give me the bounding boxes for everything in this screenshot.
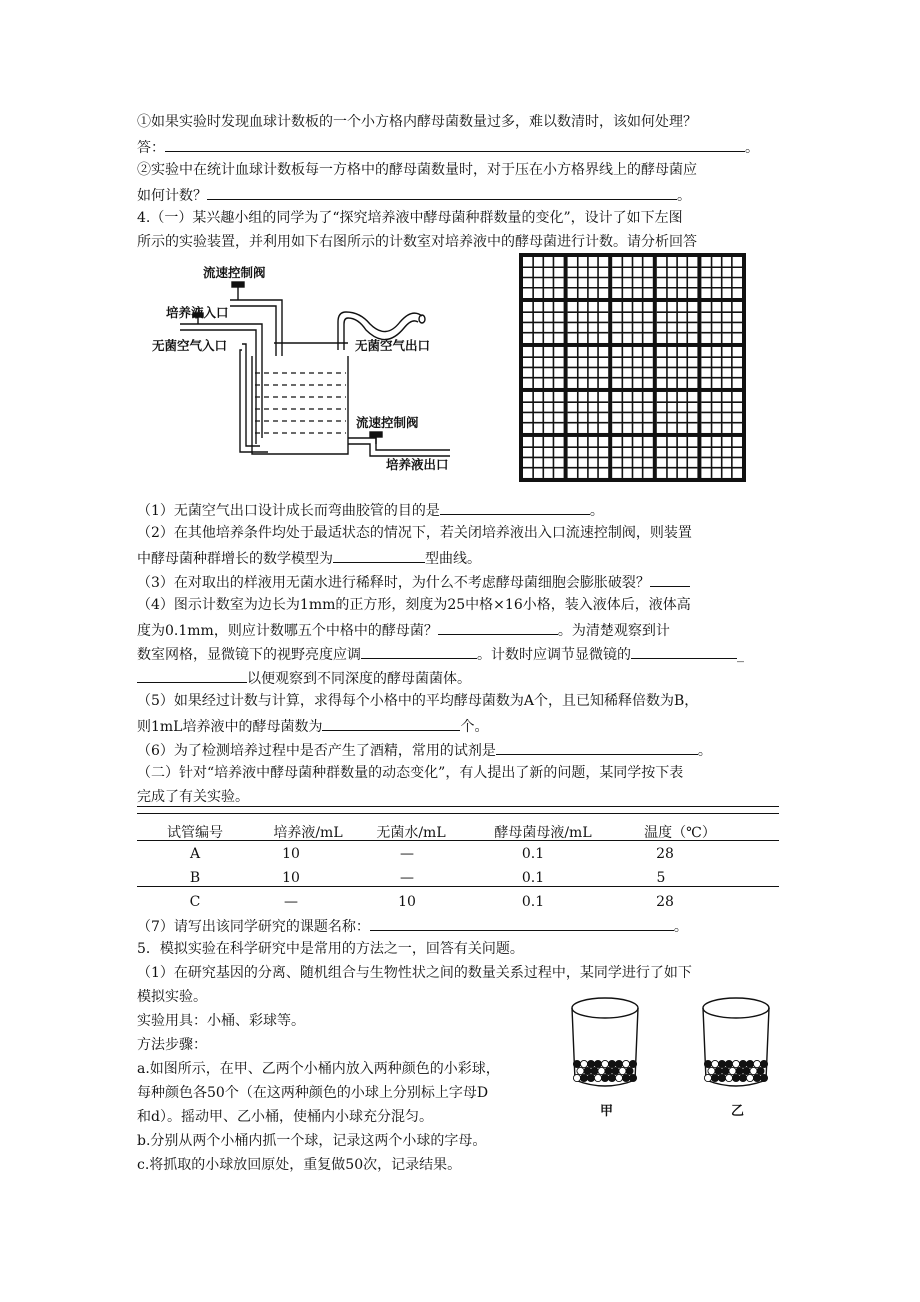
sub-q5-line2 xyxy=(137,716,488,736)
ball xyxy=(715,1067,722,1074)
table-rule-1 xyxy=(137,806,779,807)
sub-q3-blank[interactable] xyxy=(650,572,690,587)
ball xyxy=(605,1067,612,1074)
label-nutrient-inlet: 培养液入口 xyxy=(166,305,229,320)
question-2-continuation: 如何计数？ xyxy=(137,188,207,204)
table-cell: 10 xyxy=(282,846,300,862)
ball xyxy=(739,1060,746,1067)
ball xyxy=(626,1067,633,1074)
table-cell: 10 xyxy=(282,870,300,886)
table-header: 酵母菌母液/mL xyxy=(494,825,592,841)
ball xyxy=(711,1060,718,1067)
middle-square xyxy=(568,437,609,478)
sub-q4-mid: 。为清楚观察到计 xyxy=(557,623,670,639)
ball xyxy=(708,1067,715,1074)
middle-square xyxy=(568,347,609,388)
q5-line2: （1）在研究基因的分离、随机组合与生物性状之间的数量关系过程中，某同学进行了如下 xyxy=(137,965,692,981)
middle-square xyxy=(568,302,609,343)
q5-line1: 5．模拟实验在科学研究中是常用的方法之一，回答有关问题。 xyxy=(137,941,524,957)
middle-square xyxy=(701,392,742,433)
sub-q4-tail: _ xyxy=(737,647,744,663)
question-1-text: ①如果实验时发现血球计数板的一个小方格内酵母菌数量过多，难以数清时，该如何处理？ xyxy=(137,114,697,130)
ball xyxy=(704,1060,711,1067)
sub-q5-end: 个。 xyxy=(460,719,489,735)
sub-q3 xyxy=(137,572,690,592)
table-header: 培养液/mL xyxy=(273,825,343,841)
table-cell: B xyxy=(189,870,201,886)
label-air-outlet: 无菌空气出口 xyxy=(355,338,431,353)
sub-q5-line1: （5）如果经过计数与计算，求得每个小格中的平均酵母菌数为A个，且已知稀释倍数为B， xyxy=(137,693,699,709)
sub-q4-line4 xyxy=(137,668,471,688)
label-valve-top: 流速控制阀 xyxy=(203,265,266,280)
ball xyxy=(580,1060,587,1067)
ball xyxy=(598,1067,605,1074)
q5-line4: 实验用具：小桶、彩球等。 xyxy=(137,1013,305,1029)
middle-square xyxy=(612,257,653,298)
ball xyxy=(573,1074,580,1081)
bucket-jia-label: 甲 xyxy=(600,1104,614,1119)
sub-q4-line1: （4）图示计数室为边长为1mm的正方形，刻度为25中格×16小格，装入液体后，液体高 xyxy=(137,597,691,613)
answer-2-end: 。 xyxy=(677,188,691,204)
table-rule-4 xyxy=(137,886,779,887)
ball xyxy=(704,1074,711,1081)
apparatus-diagram xyxy=(150,258,470,483)
sub-q6-end: 。 xyxy=(697,743,712,759)
sub-q6-blank[interactable] xyxy=(496,740,698,755)
table-header: 温度（℃） xyxy=(644,825,716,841)
ball xyxy=(629,1060,636,1067)
sub-q4-adjust: 。计数时应调节显微镜的 xyxy=(477,647,631,663)
q5-line10: c.将抓取的小球放回原处，重复做50次，记录结果。 xyxy=(137,1157,462,1173)
ball xyxy=(584,1067,591,1074)
ball xyxy=(587,1060,594,1067)
table-header: 试管编号 xyxy=(167,825,223,841)
ball xyxy=(591,1067,598,1074)
q5-line8: 和d）。摇动甲、乙小桶，使桶内小球充分混匀。 xyxy=(137,1109,433,1125)
ball xyxy=(729,1067,736,1074)
ball xyxy=(736,1067,743,1074)
middle-square xyxy=(701,257,742,298)
middle-square xyxy=(701,437,742,478)
label-valve-bottom: 流速控制阀 xyxy=(356,415,419,430)
table-cell: — xyxy=(400,870,414,886)
ball xyxy=(573,1060,580,1067)
sub-q4-line3 xyxy=(137,644,744,664)
ball xyxy=(760,1060,767,1067)
q4-intro-line1: 4.（一）某兴趣小组的同学为了“探究培养液中酵母菌种群数量的变化”，设计了如下左图 xyxy=(137,210,683,226)
ball xyxy=(608,1060,615,1067)
middle-square xyxy=(612,392,653,433)
question-2-text: ②实验中在统计血球计数板每一方格中的酵母菌数量时，对于压在小方格界线上的酵母菌应 xyxy=(137,162,697,178)
ball xyxy=(580,1074,587,1081)
table-cell: 28 xyxy=(656,894,674,910)
ball xyxy=(743,1067,750,1074)
middle-square xyxy=(523,392,564,433)
ball xyxy=(746,1060,753,1067)
table-cell: 28 xyxy=(656,846,674,862)
table-cell: 5 xyxy=(656,870,666,886)
liquid-level xyxy=(255,373,346,433)
table-cell: 10 xyxy=(398,894,416,910)
q5-line9: b.分别从两个小桶内抓一个球，记录这两个小球的字母。 xyxy=(137,1133,487,1149)
ball xyxy=(753,1074,760,1081)
ball xyxy=(718,1060,725,1067)
sub-q6-text: （6）为了检测培养过程中是否产生了酒精，常用的试剂是 xyxy=(137,743,496,759)
middle-square xyxy=(523,257,564,298)
ball xyxy=(746,1074,753,1081)
sub-q1 xyxy=(137,500,604,520)
ball xyxy=(757,1067,764,1074)
middle-square xyxy=(523,437,564,478)
q5-line3: 模拟实验。 xyxy=(137,989,207,1005)
buckets-figure xyxy=(565,990,780,1100)
middle-square xyxy=(701,347,742,388)
sub-q2-blank[interactable] xyxy=(333,548,425,563)
ball xyxy=(619,1067,626,1074)
ball xyxy=(608,1074,615,1081)
sub-q2-line2 xyxy=(137,548,481,568)
table-cell: 0.1 xyxy=(521,870,545,886)
table-cell: — xyxy=(284,894,298,910)
sub-q4-brightness: 数室网格，显微镜下的视野亮度应调 xyxy=(137,647,361,663)
inlet-tube-inner xyxy=(230,306,276,356)
table-rule-2 xyxy=(137,813,779,814)
ball xyxy=(577,1067,584,1074)
sub-q1-end: 。 xyxy=(589,503,604,519)
table-cell: 0.1 xyxy=(521,894,545,910)
sub-q7-text: （7）请写出该同学研究的课题名称： xyxy=(137,919,370,935)
colored-balls xyxy=(573,1060,767,1081)
sub-q4-blank-4[interactable] xyxy=(137,668,247,683)
sub-q5-blank[interactable] xyxy=(322,716,460,731)
table-cell: — xyxy=(400,846,414,862)
sub-q7-blank[interactable] xyxy=(370,916,674,931)
answer-1-line xyxy=(137,137,759,157)
ball xyxy=(711,1074,718,1081)
middle-square xyxy=(657,257,698,298)
ball xyxy=(718,1074,725,1081)
middle-square xyxy=(612,437,653,478)
q5-line5: 方法步骤： xyxy=(137,1037,207,1053)
container-outline xyxy=(252,356,348,454)
ball xyxy=(725,1074,732,1081)
sub-q4-line2 xyxy=(137,620,670,640)
part2-line2: 完成了有关实验。 xyxy=(137,789,249,805)
ball xyxy=(622,1060,629,1067)
sub-q6 xyxy=(137,740,712,760)
ball xyxy=(615,1074,622,1081)
q4-intro-line2: 所示的实验装置，并利用如下右图所示的计数室对培养液中的酵母菌进行计数。请分析回答 xyxy=(137,234,697,250)
answer-1-blank[interactable] xyxy=(165,137,745,152)
sub-q2-text: 中酵母菌种群增长的数学模型为 xyxy=(137,551,333,567)
ball xyxy=(612,1067,619,1074)
ball xyxy=(725,1060,732,1067)
ball xyxy=(594,1074,601,1081)
sub-q2-line1: （2）在其他培养条件均处于最适状态的情况下，若关闭培养液出入口流速控制阀，则装置 xyxy=(137,525,692,541)
table-header: 无菌水/mL xyxy=(376,825,446,841)
sub-q5-text: 则1mL培养液中的酵母菌数为 xyxy=(137,719,323,735)
ball xyxy=(601,1074,608,1081)
ball xyxy=(739,1074,746,1081)
bucket-yi-label: 乙 xyxy=(731,1104,745,1119)
sub-q4-blank-3[interactable] xyxy=(631,644,737,659)
ball xyxy=(587,1074,594,1081)
sub-q4-end: 以便观察到不同深度的酵母菌菌体。 xyxy=(247,671,471,687)
q5-line6: a.如图所示，在甲、乙两个小桶内放入两种颜色的小彩球， xyxy=(137,1061,500,1077)
middle-square xyxy=(657,437,698,478)
middle-square xyxy=(612,302,653,343)
middle-square xyxy=(657,302,698,343)
sub-q7 xyxy=(137,916,688,936)
label-nutrient-outlet: 培养液出口 xyxy=(386,457,449,472)
answer-2-blank[interactable] xyxy=(207,185,677,200)
table-cell: 0.1 xyxy=(521,846,545,862)
middle-square xyxy=(523,302,564,343)
table-cell: A xyxy=(189,846,201,862)
middle-square xyxy=(568,392,609,433)
ball xyxy=(594,1060,601,1067)
ball xyxy=(732,1060,739,1067)
ball xyxy=(750,1067,757,1074)
sub-q1-blank[interactable] xyxy=(440,500,590,515)
sub-q2-end: 型曲线。 xyxy=(425,551,481,567)
answer-1-end: 。 xyxy=(745,140,759,156)
sub-q7-end: 。 xyxy=(673,919,688,935)
middle-square xyxy=(568,257,609,298)
ball xyxy=(615,1060,622,1067)
middle-square xyxy=(612,347,653,388)
sub-q3-text: （3）在对取出的样液用无菌水进行稀释时，为什么不考虑酵母菌细胞会膨胀破裂？ xyxy=(137,575,650,591)
ball xyxy=(722,1067,729,1074)
middle-square xyxy=(523,347,564,388)
sub-q1-text: （1）无菌空气出口设计成长而弯曲胶管的目的是 xyxy=(137,503,440,519)
part2-line1: （二）针对“培养液中酵母菌种群数量的动态变化”，有人提出了新的问题，某同学按下表 xyxy=(137,765,684,781)
question-2-line2 xyxy=(137,185,691,205)
ball xyxy=(601,1060,608,1067)
middle-square xyxy=(701,302,742,343)
counting-chamber-grid xyxy=(518,252,747,483)
table-rule-3 xyxy=(137,840,779,841)
label-air-inlet: 无菌空气入口 xyxy=(152,338,228,353)
ball xyxy=(732,1074,739,1081)
table-cell: C xyxy=(189,894,201,910)
q5-line7: 每种颜色各50个（在这两种颜色的小球上分别标上字母D xyxy=(137,1085,489,1101)
sub-q4-blank-2[interactable] xyxy=(361,644,477,659)
sub-q4-blank-1[interactable] xyxy=(438,620,558,635)
answer-prefix: 答： xyxy=(137,140,165,156)
ball xyxy=(629,1074,636,1081)
ball xyxy=(622,1074,629,1081)
middle-square xyxy=(657,347,698,388)
sub-q4-text: 度为0.1mm，则应计数哪五个中格中的酵母菌？ xyxy=(137,623,438,639)
ball xyxy=(753,1060,760,1067)
ball xyxy=(760,1074,767,1081)
middle-square xyxy=(657,392,698,433)
